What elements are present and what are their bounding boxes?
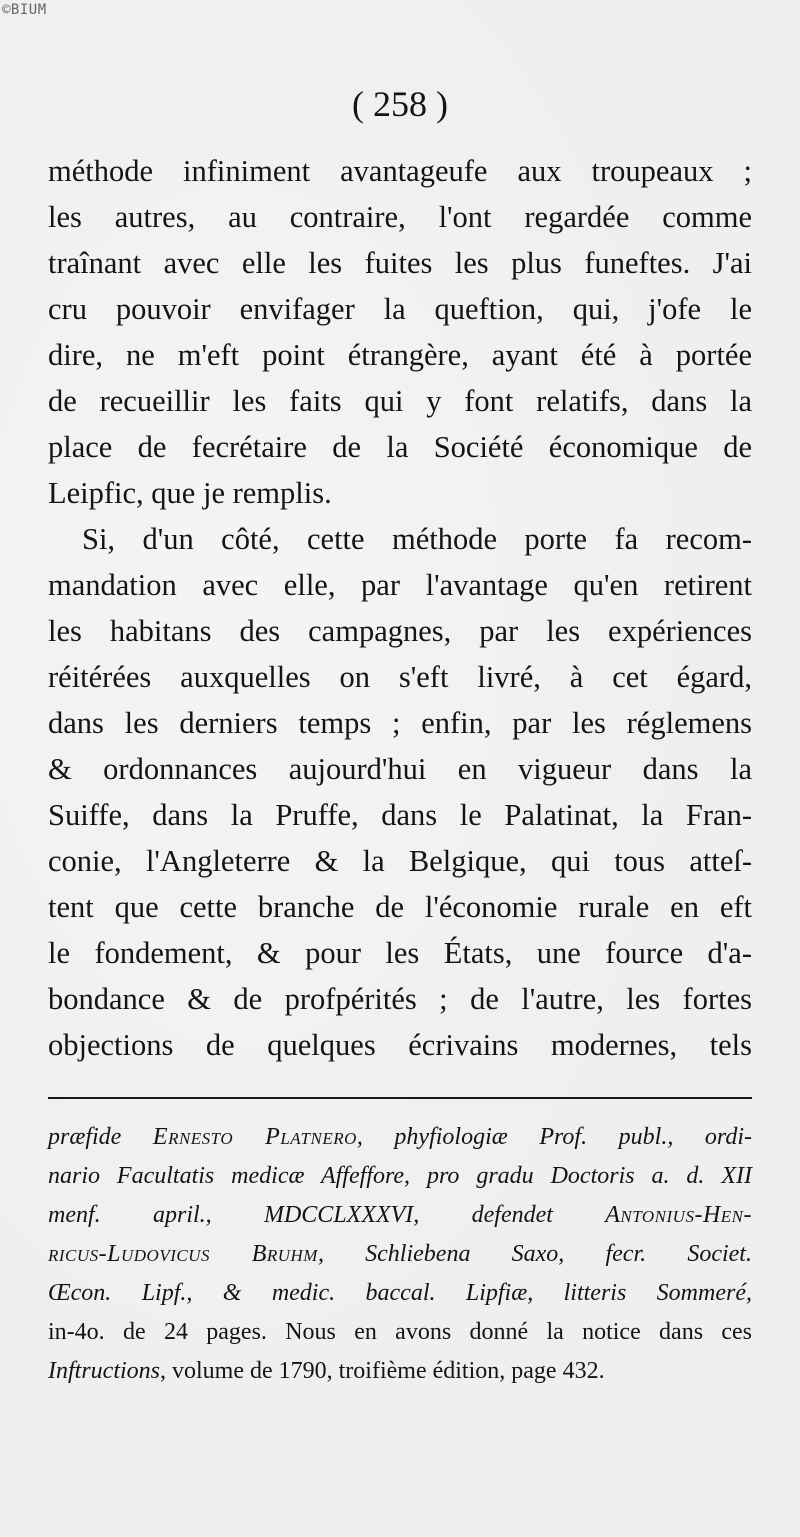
body-line: & ordonnances aujourd'hui en vigueur dans la — [48, 752, 752, 786]
footnote-name: ricus-Ludovicus Bruhm — [48, 1241, 318, 1267]
footnote — [48, 1118, 752, 1391]
page-number: ( 258 ) — [352, 84, 448, 124]
body-line: traînant avec elle les fuites les plus funeftes. J'ai — [48, 246, 752, 280]
footnote-text: Inftructions — [48, 1358, 160, 1384]
footnote-line — [48, 1352, 752, 1391]
footnote-text: , phyfiologiæ Prof. publ., ordi- — [356, 1124, 753, 1150]
body-line: Suiffe, dans la Pruffe, dans le Palatinat, la Fran- — [48, 798, 752, 832]
body-line: les habitans des campagnes, par les expériences — [48, 614, 752, 648]
footnote-line — [48, 1196, 752, 1235]
footnote-separator — [48, 1097, 752, 1099]
body-line: place de fecrétaire de la Société économique de — [48, 430, 752, 464]
footnote-text: menf. april., MDCCLXXXVI, defendet — [48, 1202, 606, 1228]
body-line: cru pouvoir envifager la queftion, qui, j'ofe le — [48, 292, 752, 326]
body-line: mandation avec elle, par l'avantage qu'en retirent — [48, 568, 752, 602]
footnote-line: nario Facultatis medicæ Affeffore, pro gradu Doctoris a. d. XII — [48, 1163, 752, 1189]
body-line: bondance & de profpérités ; de l'autre, les fortes — [48, 982, 752, 1016]
footnote-text: , volume de 1790, troifième édition, page 432. — [160, 1358, 605, 1384]
footnote-name: Antonius-Hen- — [605, 1202, 752, 1228]
body-line: tent que cette branche de l'économie rurale en eft — [48, 890, 752, 924]
body-line: réitérées auxquelles on s'eft livré, à cet égard, — [48, 660, 752, 694]
footnote-text: , Schliebena Saxo, fecr. Societ. — [317, 1241, 752, 1267]
footnote-line — [48, 1235, 752, 1274]
body-line: dans les derniers temps ; enfin, par les réglemens — [48, 706, 752, 740]
footnote-text: præfide — [48, 1124, 153, 1150]
body-line: objections de quelques écrivains modernes, tels — [48, 1028, 752, 1062]
footnote-name: Ernesto Platnero — [152, 1124, 357, 1150]
body-line: Si, d'un côté, cette méthode porte fa recom- — [82, 522, 752, 556]
library-watermark: ©BIUM — [2, 2, 47, 18]
main-text — [48, 148, 752, 1068]
body-line: de recueillir les faits qui y font relatifs, dans la — [48, 384, 752, 418]
body-line: méthode infiniment avantageufe aux troupeaux ; — [48, 154, 752, 188]
footnote-line: in-4o. de 24 pages. Nous en avons donné la notice dans ces — [48, 1319, 752, 1345]
body-line: les autres, au contraire, l'ont regardée comme — [48, 200, 752, 234]
footnote-line — [48, 1118, 752, 1157]
footnote-line: Œcon. Lipf., & medic. baccal. Lipfiæ, litteris Sommeré, — [48, 1280, 752, 1306]
body-line: le fondement, & pour les États, une fource d'a- — [48, 936, 752, 970]
body-line: dire, ne m'eft point étrangère, ayant été à portée — [48, 338, 752, 372]
body-line: Leipfic, que je remplis. — [48, 476, 332, 510]
body-line: conie, l'Angleterre & la Belgique, qui tous atteſ- — [48, 844, 752, 878]
